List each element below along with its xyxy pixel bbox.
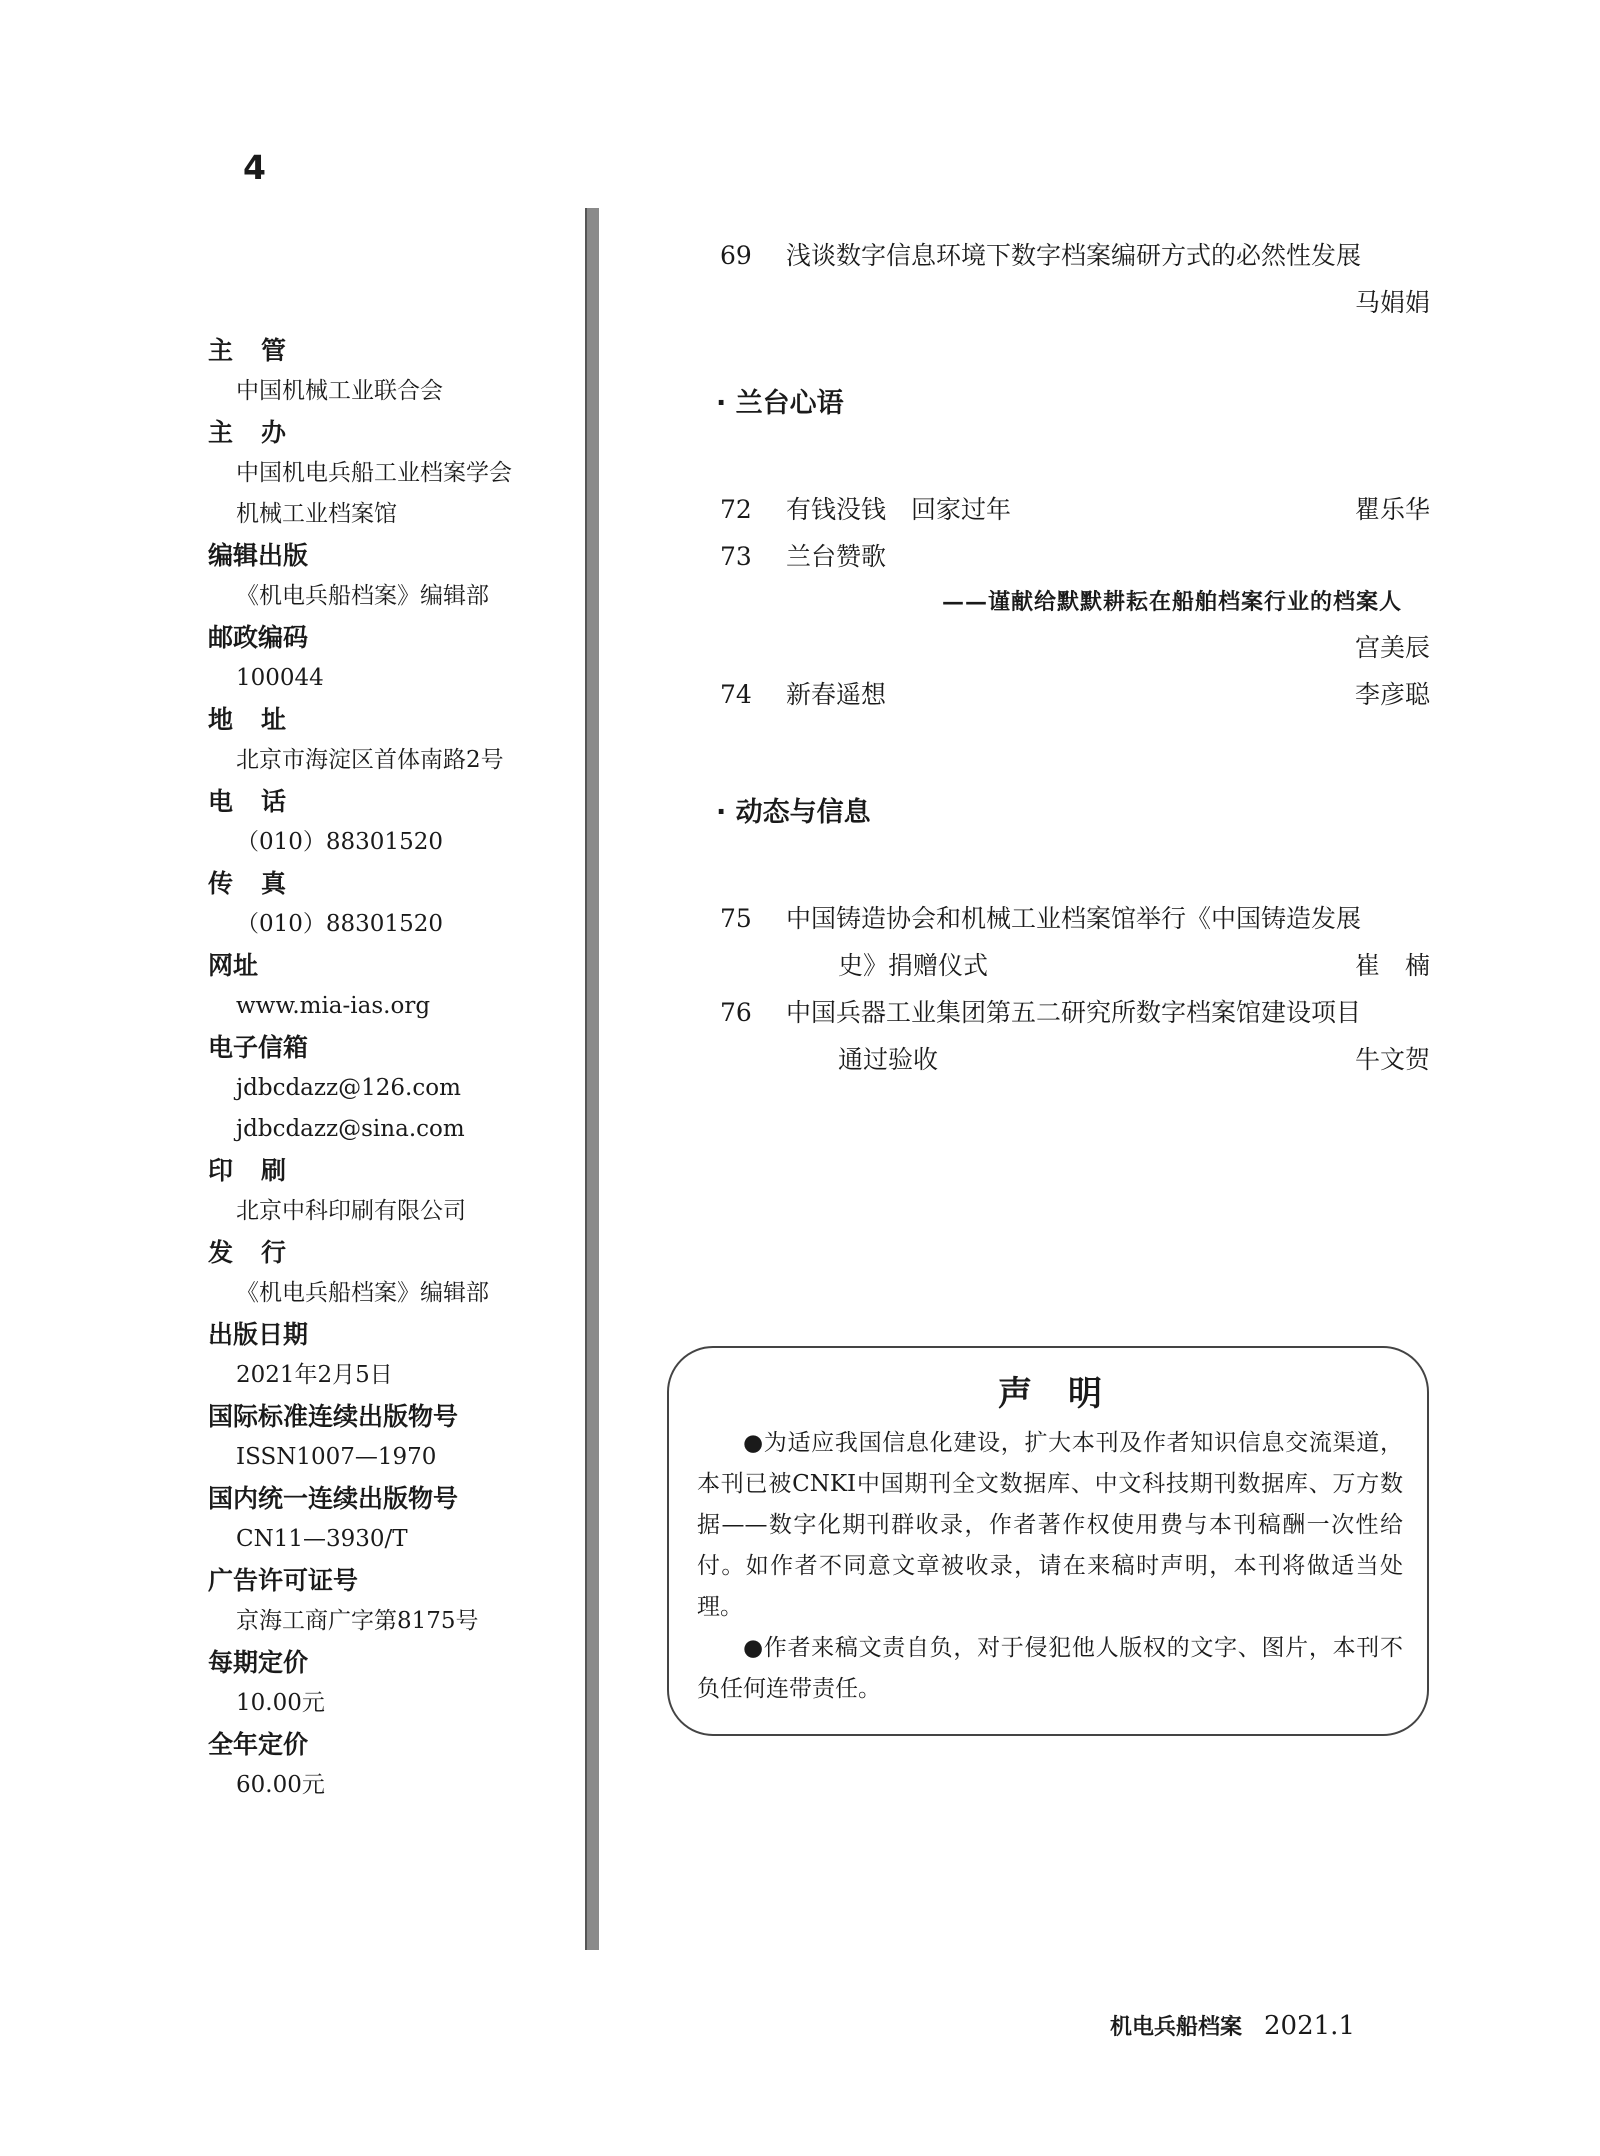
info-label: 广告许可证号 <box>208 1566 359 1595</box>
toc-entry-author: 宫美辰 <box>1354 633 1430 662</box>
toc-entry-title: 浅谈数字信息环境下数字档案编研方式的必然性发展 <box>786 241 1362 270</box>
toc-entry-73[interactable] <box>720 533 1430 671</box>
toc-entry-author: 牛文贺 <box>1354 1045 1430 1074</box>
toc-entry-75[interactable] <box>720 895 1430 989</box>
info-value: 机械工业档案馆 <box>236 501 397 527</box>
info-label: 国内统一连续出版物号 <box>208 1484 459 1513</box>
toc-entry-number: 73 <box>720 542 752 571</box>
toc-entry-76[interactable] <box>720 989 1430 1083</box>
toc-entry-number: 76 <box>720 998 752 1027</box>
info-value: 10.00元 <box>236 1690 325 1716</box>
info-value: jdbcdazz@126.com <box>236 1075 461 1101</box>
info-value: 《机电兵船档案》编辑部 <box>236 1280 489 1306</box>
footer-journal-name: 机电兵船档案 <box>1110 2014 1243 2040</box>
info-value: （010）88301520 <box>236 829 443 855</box>
info-value: www.mia-ias.org <box>236 993 431 1019</box>
info-value: 北京市海淀区首体南路2号 <box>236 747 504 773</box>
info-label: 电话 <box>208 787 315 816</box>
toc-entry-author: 马娟娟 <box>1354 288 1430 317</box>
toc-entry-title: 新春遥想 <box>786 680 887 709</box>
toc-entry-title: 中国兵器工业集团第五二研究所数字档案馆建设项目 <box>786 998 1362 1027</box>
toc-entry-title-cont: 通过验收 <box>838 1045 939 1074</box>
notice-paragraph-1: ●为适应我国信息化建设，扩大本刊及作者知识信息交流渠道，本刊已被CNKI中国期刊全文数据库、中文科技期刊数据库、万方数据——数字化期刊群收录，作者著作权使用费与本刊稿酬一次性给付。如作者不同意文章被收录，请在来稿时声明，本刊将做适当处理。 <box>697 1430 1403 1620</box>
info-label: 电子信箱 <box>208 1033 309 1062</box>
notice-box <box>667 1346 1429 1736</box>
notice-title: 声明 <box>998 1374 1138 1414</box>
info-value: 《机电兵船档案》编辑部 <box>236 583 489 609</box>
info-value: 60.00元 <box>236 1772 325 1798</box>
info-label: 全年定价 <box>208 1730 309 1759</box>
toc-entry-number: 72 <box>720 495 752 524</box>
toc-entry-title: 兰台赞歌 <box>786 542 887 571</box>
info-label: 编辑出版 <box>208 541 309 570</box>
info-label: 每期定价 <box>208 1648 309 1677</box>
info-value: jdbcdazz@sina.com <box>236 1116 465 1142</box>
notice-paragraph-2: ●作者来稿文责自负，对于侵犯他人版权的文字、图片，本刊不负任何连带责任。 <box>697 1635 1403 1702</box>
footer-issue: 2021.1 <box>1264 2011 1355 2041</box>
info-value: ISSN1007—1970 <box>236 1444 437 1470</box>
toc-entry-72[interactable] <box>720 486 1430 533</box>
toc-entry-title: 有钱没钱 回家过年 <box>786 495 1012 524</box>
toc-entry-74[interactable] <box>720 671 1430 718</box>
info-label: 主管 <box>208 336 315 365</box>
info-label: 国际标准连续出版物号 <box>208 1402 459 1431</box>
info-value: 北京中科印刷有限公司 <box>236 1198 466 1224</box>
section-heading-lantai: · 兰台心语 <box>716 388 844 419</box>
info-value: 中国机械工业联合会 <box>236 378 443 404</box>
toc-entry-author: 瞿乐华 <box>1354 495 1430 524</box>
page-number: 4 <box>243 148 266 187</box>
info-value: CN11—3930/T <box>236 1526 408 1552</box>
info-label: 主办 <box>208 418 315 447</box>
info-label: 网址 <box>208 951 259 980</box>
publication-info <box>208 330 588 1806</box>
info-value: （010）88301520 <box>236 911 443 937</box>
toc-entry-69[interactable] <box>720 232 1430 326</box>
info-value: 中国机电兵船工业档案学会 <box>236 460 512 486</box>
toc-entry-number: 74 <box>720 680 752 709</box>
info-value: 100044 <box>236 665 324 691</box>
info-label: 出版日期 <box>208 1320 309 1349</box>
toc-entry-author: 李彦聪 <box>1354 680 1430 709</box>
info-label: 发行 <box>208 1238 315 1267</box>
info-label: 邮政编码 <box>208 623 309 652</box>
toc-entry-title: 中国铸造协会和机械工业档案馆举行《中国铸造发展 <box>786 904 1362 933</box>
section-heading-news: · 动态与信息 <box>716 797 871 828</box>
info-label: 地址 <box>208 705 315 734</box>
info-label: 传真 <box>208 869 315 898</box>
table-of-contents <box>716 232 1430 1083</box>
info-label: 印刷 <box>208 1156 315 1185</box>
toc-entry-author: 崔 楠 <box>1354 951 1430 980</box>
toc-entry-number: 75 <box>720 904 752 933</box>
info-value: 京海工商广字第8175号 <box>236 1608 479 1634</box>
toc-entry-subtitle: ——谨献给默默耕耘在船舶档案行业的档案人 <box>941 589 1402 615</box>
info-value: 2021年2月5日 <box>236 1362 393 1388</box>
toc-entry-number: 69 <box>720 241 752 270</box>
column-divider <box>585 208 599 1950</box>
page-footer <box>1110 2010 1355 2041</box>
toc-entry-title-cont: 史》捐赠仪式 <box>838 951 989 980</box>
